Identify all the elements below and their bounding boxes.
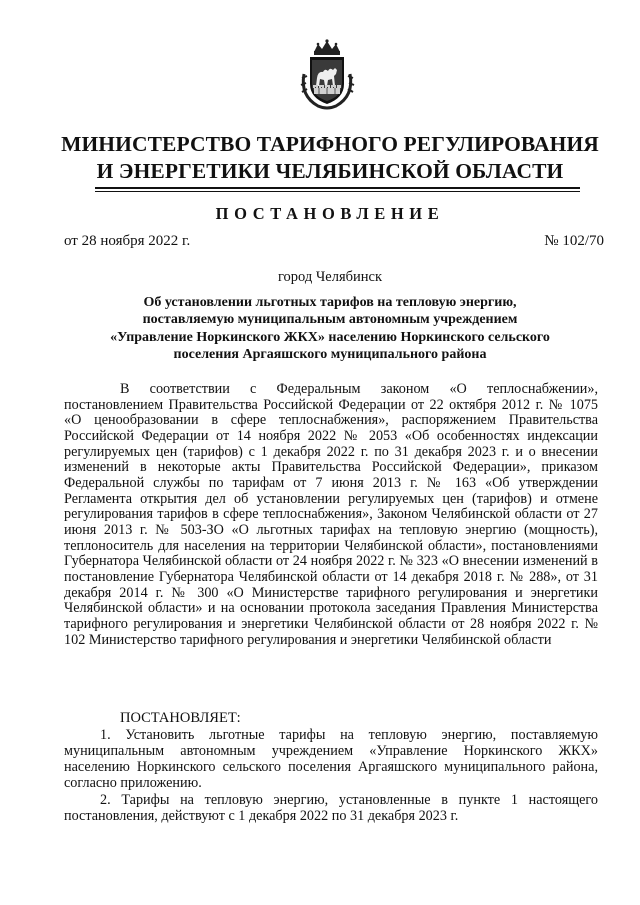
document-city: город Челябинск — [277, 269, 383, 285]
ministry-title-line2: И ЭНЕРГЕТИКИ ЧЕЛЯБИНСКОЙ ОБЛАСТИ — [96, 159, 564, 183]
ministry-title-line1: МИНИСТЕРСТВО ТАРИФНОГО РЕГУЛИРОВАНИЯ — [61, 132, 599, 156]
decree-items — [64, 728, 598, 825]
preamble-paragraph: В соответствии с Федеральным законом «О теплоснабжении», постановлением Правительства Российской Федерации от 22 октября 2012 г. № 1075 «О ценообразовании в сфере теплоснабжения», распоряжением Правительства Российской Федерации от 14 ноября 2022 № 2053 «Об особенностях индексации регулируемых цен (тарифов) с 1 декабря 2022 г. по 31 декабря 2023 г. и о внесении изменений в некоторые акты Правительства Российской Федерации», приказом Федеральной службы по тарифам от 7 июня 2013 г. № 163 «Об утверждении Регламента открытия дел об установлении регулируемых цен (тарифов) и отмене регулирования тарифов в сфере теплоснабжения», Законом Челябинской области от 27 июня 2013 г. № 503-ЗО «О льготных тарифах на тепловую энергию (мощность), теплоноситель для населения на территории Челябинской области», постановлениями Губернатора Челябинской области от 24 ноября 2022 г. № 323 «О внесении изменений в постановление Губернатора Челябинской области от 14 декабря 2018 г. № 288», от 31 декабря 2014 г. № 300 «О Министерстве тарифного регулирования и энергетики Челябинской области» и на основании протокола заседания Правления Министерства тарифного регулирования и энергетики Челябинской области от 28 ноября 2022 г. № 102 Министерство тарифного регулирования и энергетики Челябинской области — [64, 381, 598, 648]
preamble-block — [64, 382, 598, 648]
document-type: ПОСТАНОВЛЕНИЕ — [215, 204, 445, 223]
document-number: № 102/70 — [544, 233, 604, 249]
decree-word: ПОСТАНОВЛЯЕТ: — [120, 710, 241, 726]
document-date: от 28 ноября 2022 г. — [64, 233, 191, 249]
ministry-title — [60, 131, 600, 185]
subject-line1: Об установлении льготных тарифов на тепловую энергию, — [143, 295, 517, 310]
decree-item-2: 2. Тарифы на тепловую энергию, установленные в пункте 1 настоящего постановления, действуют с 1 декабря 2022 по 31 декабря 2023 г. — [64, 791, 598, 824]
subject-line3: «Управление Норкинского ЖКХ» населению Норкинского сельского — [110, 329, 550, 345]
subject-line4: поселения Аргаяшского муниципального района — [173, 346, 487, 362]
decree-item-1: 1. Установить льготные тарифы на тепловую энергию, поставляемую муниципальным автономным учреждением «Управление Норкинского ЖКХ» населению Норкинского сельского поселения Аргаяшского муниципального района, согласно приложению. — [64, 727, 598, 791]
chelyabinsk-coat-of-arms-icon — [298, 38, 356, 112]
subject-line2: поставляемую муниципальным автономным учреждением — [142, 312, 518, 328]
header-divider-thin — [95, 191, 580, 192]
header-divider-thick — [95, 187, 580, 189]
document-subject — [60, 294, 600, 363]
